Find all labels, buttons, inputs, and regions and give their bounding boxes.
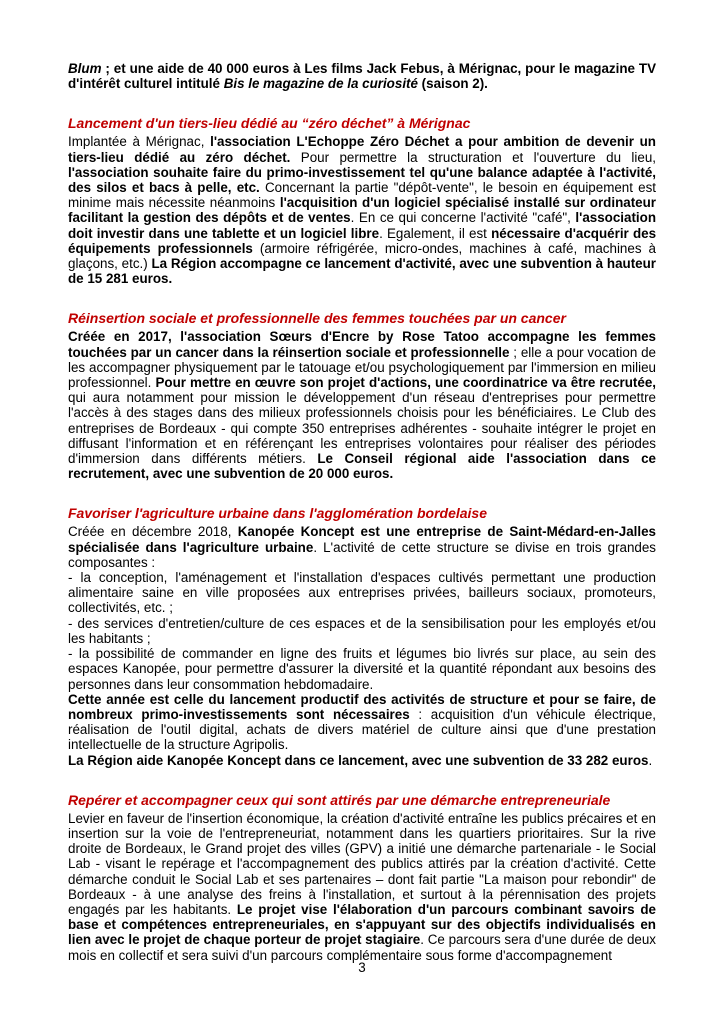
text-segment: Bis le magazine de la curiosité [223,76,418,92]
text-segment: Le Conseil régional aide l'association dans ce recrutement, avec une subvention de 20 000 euros. [68,451,656,482]
paragraph [68,692,656,753]
page-footer [0,960,724,975]
text-segment: l'association L'Echoppe Zéro Déchet a pour ambition de devenir un tiers-lieu dédié au zéro déchet. [68,134,656,165]
text-segment: Créée en 2017, l'association Sœurs d'Encre by Rose Tatoo accompagne les femmes touchées par un cancer dans la réinsertion sociale et professionnelle [68,329,656,360]
text-segment: - des services d'entretien/culture de ces espaces et de la sensibilisation pour les employés et/ou les habitants ; [68,615,656,646]
paragraph [68,329,656,481]
sections [68,115,656,962]
text-segment: Créée en décembre 2018, [68,524,238,540]
text-segment: l'association souhaite faire du primo-investissement tel qu'une balance adaptée à l'activité, des silos et bacs à pelle, etc. [68,164,656,196]
section-heading-4: Repérer et accompagner ceux qui sont attirés par une démarche entrepreneuriale [68,791,611,808]
text-segment: Le projet vise l'élaboration d'un parcours combinant savoirs de base et compétences entrepreneuriales, en s'appuyant sur des objectifs individualisés en lien avec le projet de chaque porteur de projet stagiaire [68,901,656,948]
text-segment: . En ce qui concerne l'activité "café", [350,210,576,226]
section-heading-1: Lancement d'un tiers-lieu dédié au “zéro déchet” à Mérignac [68,115,471,132]
section-heading-3: Favoriser l'agriculture urbaine dans l'agglomération bordelaise [68,505,487,522]
text-segment: l'association doit investir dans une tablette et un logiciel libre [68,210,657,241]
text-segment: (saison 2). [417,76,488,92]
text-segment: - la possibilité de commander en ligne des fruits et légumes bio livrés sur place, au sein des espaces Kanopée, pour permettre d'assurer la diversité et la quantité répondant aux besoins des personnes dans leur consommation hebdomadaire. [68,646,656,692]
paragraph [68,570,656,616]
text-segment: (armoire réfrigérée, micro-ondes, machines à café, machines à glaçons, etc.) [68,240,657,272]
text-segment: La Région aide Kanopée Koncept dans ce lancement, avec une subvention de 33 282 euros [68,752,649,768]
text-segment: . Egalement, il est [379,225,492,241]
text-segment: Pour mettre en œuvre son projet d'actions, une coordinatrice va être recrutée, [155,375,657,391]
text-segment: - la conception, l'aménagement et l'installation d'espaces cultivés permettant une production alimentaire saine en ville proposées aux entreprises privées, bailleurs sociaux, promoteurs, collectivités, etc. ; [68,570,656,616]
text-segment: . [648,752,653,768]
text-segment: : acquisition d'un véhicule électrique, réalisation de l'outil digital, achats de divers matériel de culture ainsi que d'une prestation intellectuelle de la structure Agripolis. [68,706,656,753]
intro-paragraph [68,61,656,91]
paragraph [68,646,656,692]
page-number: 3 [358,960,366,975]
section-heading-2: Réinsertion sociale et professionnelle des femmes touchées par un cancer [68,310,566,327]
text-segment: Kanopée Koncept est une entreprise de Saint-Médard-en-Jalles spécialisée dans l'agriculture urbaine [68,524,656,555]
text-segment: nécessaire d'acquérir des équipements professionnels [68,225,657,256]
text-segment: Levier en faveur de l'insertion économique, la création d'activité entraîne les publics précaires et en insertion sur la voie de l'entrepreneuriat, notamment dans les quartiers prioritaires. Sur la rive droite de Bordeaux, le Grand projet des villes (GPV) a initié une démarche partenariale - le Social Lab - visant le repérage et l'accompagnement des publics attirés par la création d'activité. Cette démarche conduit le Social Lab et ses partenaires – dont fait partie "La maison pour rebondir" de Bordeaux - à une analyse des freins à l'installation, et surtout à la pérennisation des projets engagés par les habitants. [68,810,656,917]
text-segment: . L'activité de cette structure se divise en trois grandes composantes : [68,539,657,570]
text-segment: . Ce parcours sera d'une durée de deux mois en collectif et sera suivi d'un parcours complémentaire sous forme d'accompagnement [68,932,657,963]
paragraph [68,753,656,768]
paragraph [68,811,656,963]
text-segment: ; et une aide de 40 000 euros à Les films Jack Febus, à Mérignac, pour le magazine TV d'intérêt culturel intitulé [68,61,656,92]
text-segment: Cette année est celle du lancement productif des activités de structure et pour se faire, de nombreux primo-investissements sont nécessaires [68,691,656,722]
text-segment: La Région accompagne ce lancement d'activité, avec une subvention à hauteur de 15 281 euros. [68,256,656,287]
text-segment: l'acquisition d'un logiciel spécialisé installé sur ordinateur facilitant la gestion des dépôts et de ventes [68,195,657,226]
paragraph [68,524,656,570]
text-segment: Blum [68,61,102,76]
text-segment: Pour permettre la structuration et l'ouverture du lieu, [290,149,656,165]
paragraph [68,134,656,286]
text-segment: ; elle a pour vocation de les accompagner physiquement par le tatouage et/ou psychologiquement par l'immersion en milieu professionnel. [68,344,657,391]
text-segment: Implantée à Mérignac, [68,134,211,150]
text-segment: qui aura notamment pour mission le développement d'un réseau d'entreprises pour permettre l'accès à des stages dans des milieux professionnels choisis pour les bénéficiaires. Le Club des entreprises de Bordeaux - qui compte 350 entreprises adhérentes - souhaite intégrer le projet en diffusant l'information et en référençant les entreprises volontaires pour réaliser des périodes d'immersion dans différents métiers. [68,390,656,467]
paragraph [68,616,656,646]
text-segment: Concernant la partie "dépôt-vente", le besoin en équipement est minime mais nécessite néanmoins [68,180,656,211]
